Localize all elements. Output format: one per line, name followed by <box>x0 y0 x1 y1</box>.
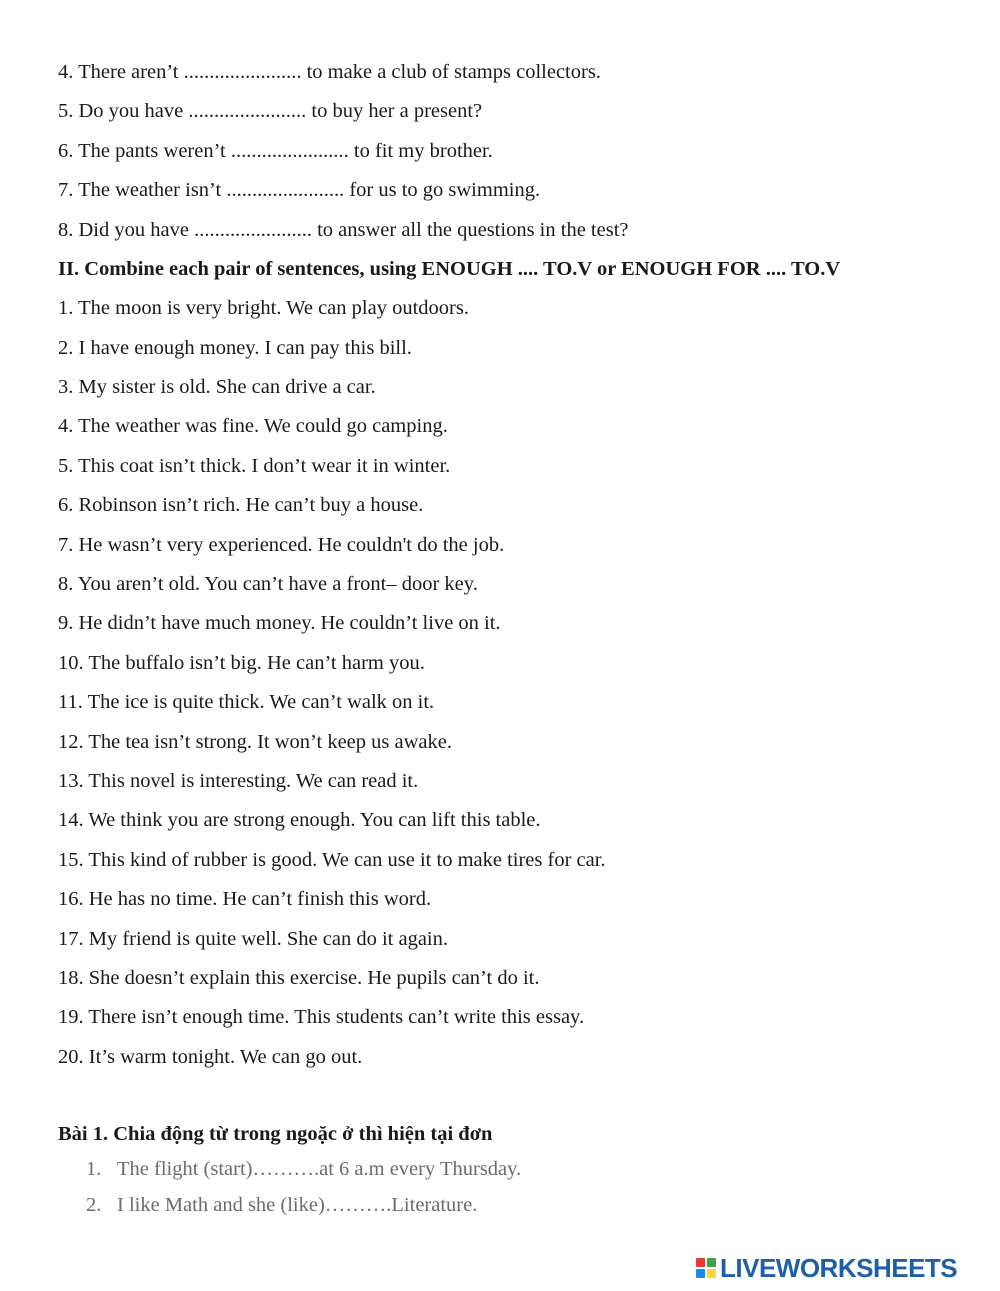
list-item <box>86 1195 477 1216</box>
logo-text: LIVEWORKSHEETS <box>720 1252 958 1283</box>
list-item-text: The flight (start)……….at 6 a.m every Thursday. <box>117 1158 522 1180</box>
exercise-item: 9. He didn’t have much money. He couldn’t live on it. <box>58 612 501 634</box>
exercise-item: 4. There aren’t ....................... to make a club of stamps collectors. <box>58 61 601 83</box>
exercise-item: 7. The weather isn’t ....................... for us to go swimming. <box>58 179 541 201</box>
logo-square <box>707 1258 716 1267</box>
exercise-item: 5. Do you have ....................... to buy her a present? <box>58 100 483 122</box>
exercise-item: 14. We think you are strong enough. You can lift this table. <box>58 809 541 831</box>
exercise-item: 4. The weather was fine. We could go camping. <box>58 415 448 437</box>
logo-square <box>707 1269 716 1278</box>
exercise-item: 20. It’s warm tonight. We can go out. <box>58 1046 363 1068</box>
logo-square <box>696 1269 705 1278</box>
list-item-text: I like Math and she (like)……….Literature. <box>117 1194 478 1216</box>
exercise-item: 6. Robinson isn’t rich. He can’t buy a house. <box>58 494 424 516</box>
exercise-item: 16. He has no time. He can’t finish this word. <box>58 888 432 910</box>
logo-mark-icon <box>696 1258 716 1278</box>
list-item-number: 1. <box>86 1158 102 1180</box>
exercise-item: 10. The buffalo isn’t big. He can’t harm you. <box>58 652 425 674</box>
exercise-item: 12. The tea isn’t strong. It won’t keep us awake. <box>58 731 452 753</box>
exercise-item: 15. This kind of rubber is good. We can use it to make tires for car. <box>58 849 606 871</box>
logo-square <box>696 1258 705 1267</box>
exercise-item: 7. He wasn’t very experienced. He couldn't do the job. <box>58 534 505 556</box>
exercise-item: 11. The ice is quite thick. We can’t walk on it. <box>58 691 435 713</box>
exercise-item: 5. This coat isn’t thick. I don’t wear it in winter. <box>58 455 451 477</box>
exercise-item: 3. My sister is old. She can drive a car. <box>58 376 376 398</box>
list-item <box>86 1159 521 1180</box>
exercise-item: 18. She doesn’t explain this exercise. He pupils can’t do it. <box>58 967 540 989</box>
exercise-item: 19. There isn’t enough time. This students can’t write this essay. <box>58 1006 585 1028</box>
exercise-item: 2. I have enough money. I can pay this bill. <box>58 337 412 359</box>
liveworksheets-logo <box>696 1253 957 1283</box>
bai1-heading: Bài 1. Chia động từ trong ngoặc ở thì hiện tại đơn <box>58 1123 493 1145</box>
section-heading: II. Combine each pair of sentences, using ENOUGH .... TO.V or ENOUGH FOR .... TO.V <box>58 258 841 280</box>
exercise-item: 13. This novel is interesting. We can read it. <box>58 770 419 792</box>
exercise-item: 6. The pants weren’t ....................... to fit my brother. <box>58 140 493 162</box>
exercise-item: 17. My friend is quite well. She can do it again. <box>58 928 448 950</box>
exercise-item: 1. The moon is very bright. We can play outdoors. <box>58 297 469 319</box>
exercise-item: 8. You aren’t old. You can’t have a front– door key. <box>58 573 478 595</box>
list-item-number: 2. <box>86 1194 102 1216</box>
exercise-item: 8. Did you have ....................... to answer all the questions in the test? <box>58 219 629 241</box>
